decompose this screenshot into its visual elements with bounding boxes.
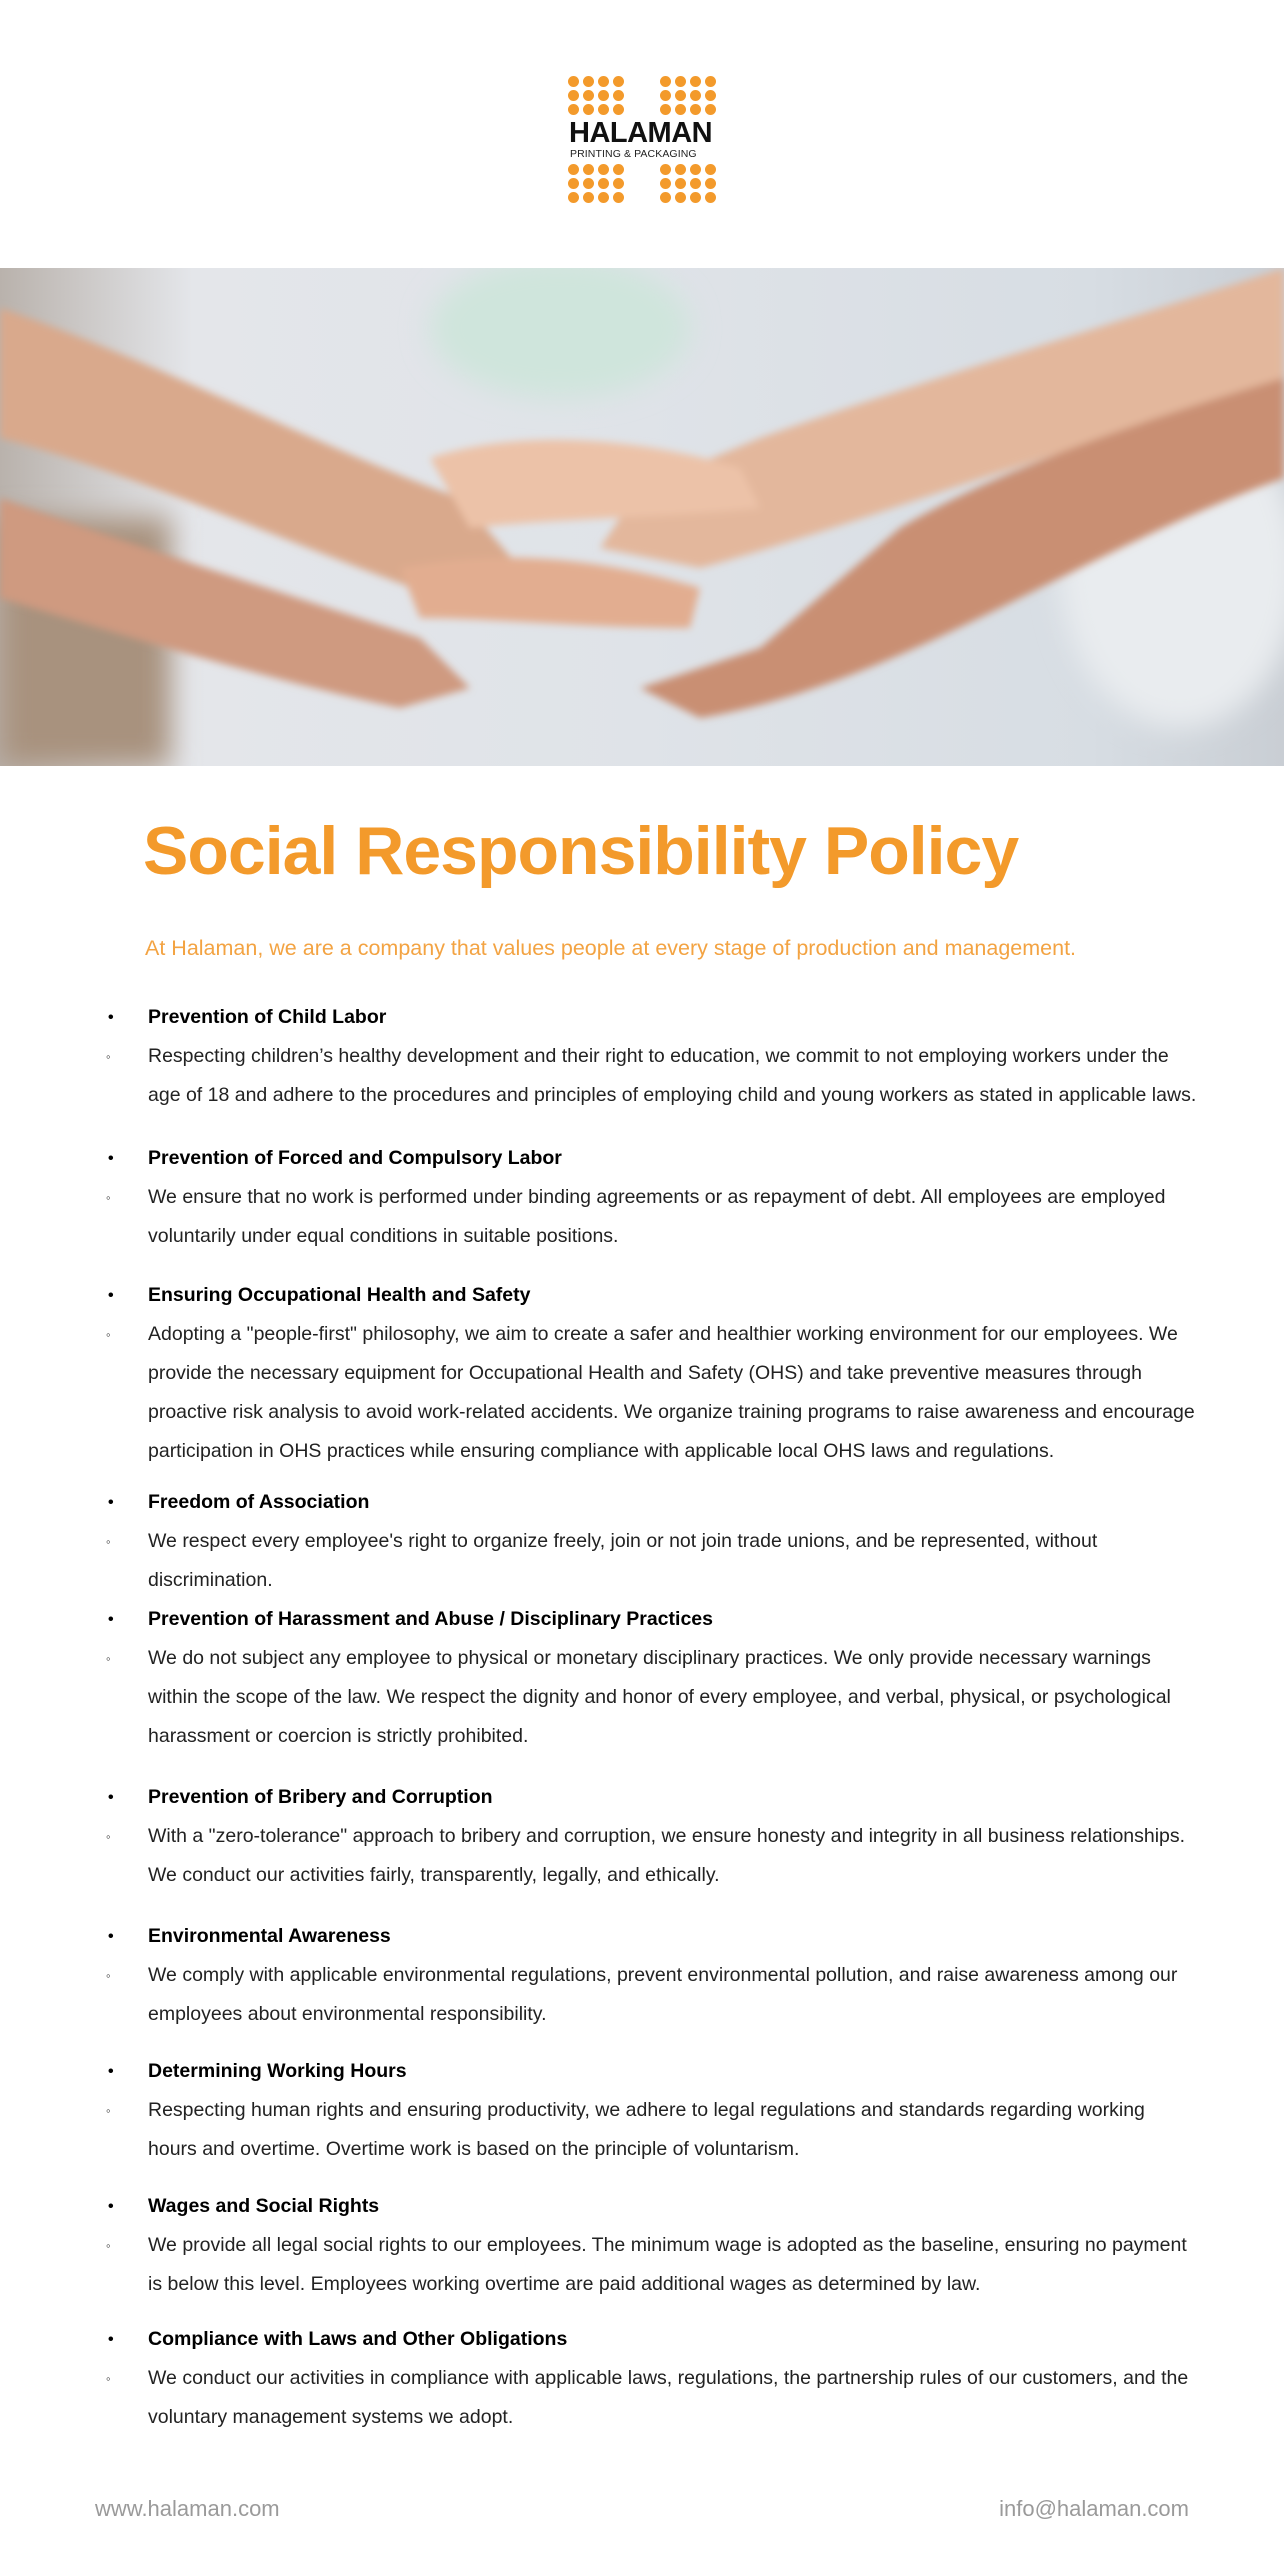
- sub-bullet-icon: ◦: [106, 1190, 111, 1205]
- bullet-icon: •: [108, 1789, 114, 1806]
- bullet-icon: •: [108, 1009, 114, 1026]
- logo-dot: [613, 192, 624, 203]
- section-body: With a "zero-tolerance" approach to bribery and corruption, we ensure honesty and integrity in all business relationships. We conduct our activities fairly, transparently, legally, and ethically.: [148, 1825, 1186, 1886]
- logo-dots: [660, 76, 717, 115]
- sub-bullet-icon: ◦: [106, 1968, 111, 1983]
- bullet-icon: •: [108, 1928, 114, 1945]
- logo-dot: [660, 164, 671, 175]
- logo-dot: [705, 178, 716, 189]
- bullet-icon: •: [108, 1287, 114, 1304]
- logo-dot: [598, 90, 609, 101]
- policy-section: [0, 2187, 1284, 2304]
- sub-bullet-icon: ◦: [106, 2371, 111, 2386]
- section-body: Adopting a "people-first" philosophy, we aim to create a safer and healthier working environment for our employees. We provide the necessary equipment for Occupational Health and Safety (OHS) and take preventive measures through proactive risk analysis to avoid work-related accidents. We organize training programs to raise awareness and encourage participation in OHS practices while ensuring compliance with applicable local OHS laws and regulations.: [148, 1323, 1195, 1462]
- section-body: We conduct our activities in compliance with applicable laws, regulations, the partnership rules of our customers, and the voluntary management systems we adopt.: [148, 2367, 1189, 2428]
- sub-bullet-icon: ◦: [106, 2238, 111, 2253]
- section-heading: Determining Working Hours: [148, 2060, 407, 2082]
- logo-dot: [660, 192, 671, 203]
- halaman-logo: [568, 76, 718, 208]
- policy-section: [0, 1483, 1284, 1600]
- logo-dot: [613, 104, 624, 115]
- logo-name: HALAMAN: [569, 117, 713, 149]
- section-heading: Prevention of Forced and Compulsory Labor: [148, 1147, 562, 1169]
- logo-dot: [705, 76, 716, 87]
- logo-dot: [583, 90, 594, 101]
- logo-dot: [568, 192, 579, 203]
- policy-section: [0, 998, 1284, 1115]
- bullet-icon: •: [108, 2198, 114, 2215]
- logo-dot: [705, 164, 716, 175]
- footer-website[interactable]: www.halaman.com: [95, 2496, 280, 2521]
- bullet-icon: •: [108, 2063, 114, 2080]
- logo-dot: [583, 164, 594, 175]
- section-body: Respecting human rights and ensuring productivity, we adhere to legal regulations and standards regarding working hours and overtime. Overtime work is based on the principle of voluntarism.: [148, 2099, 1145, 2160]
- logo-dot: [705, 90, 716, 101]
- logo-dot: [660, 90, 671, 101]
- section-body: We do not subject any employee to physical or monetary disciplinary practices. We only provide necessary warnings within the scope of the law. We respect the dignity and honor of every employee, and verbal, physical, or psychological harassment or coercion is strictly prohibited.: [148, 1647, 1171, 1747]
- section-heading: Ensuring Occupational Health and Safety: [148, 1284, 531, 1306]
- logo-dot: [690, 178, 701, 189]
- logo-dot: [583, 192, 594, 203]
- hero-image-stacked-hands: [0, 268, 1284, 766]
- logo-dot: [583, 104, 594, 115]
- logo-dot: [598, 164, 609, 175]
- logo-dot: [613, 76, 624, 87]
- logo-dot: [675, 164, 686, 175]
- logo-dot: [675, 178, 686, 189]
- bullet-icon: •: [108, 1494, 114, 1511]
- logo-dot: [690, 76, 701, 87]
- logo-dots: [568, 164, 625, 203]
- policy-section: [0, 1778, 1284, 1895]
- logo-dot: [613, 178, 624, 189]
- logo-dot: [690, 90, 701, 101]
- section-body: We ensure that no work is performed under binding agreements or as repayment of debt. All employees are employed voluntarily under equal conditions in suitable positions.: [148, 1186, 1166, 1247]
- logo-dot: [613, 164, 624, 175]
- bullet-icon: •: [108, 2331, 114, 2348]
- logo-dot: [598, 192, 609, 203]
- logo-dot: [675, 192, 686, 203]
- section-body: We provide all legal social rights to our employees. The minimum wage is adopted as the baseline, ensuring no payment is below this level. Employees working overtime are paid additional wages as determined by law.: [148, 2234, 1187, 2295]
- section-heading: Wages and Social Rights: [148, 2195, 380, 2217]
- policy-section: [0, 1917, 1284, 2034]
- logo-dots: [660, 164, 717, 203]
- section-heading: Prevention of Child Labor: [148, 1006, 387, 1028]
- sub-bullet-icon: ◦: [106, 1651, 111, 1666]
- sub-bullet-icon: ◦: [106, 1327, 111, 1342]
- footer-email[interactable]: info@halaman.com: [999, 2496, 1189, 2521]
- sub-bullet-icon: ◦: [106, 1829, 111, 1844]
- logo-dot: [598, 178, 609, 189]
- logo-dot: [568, 76, 579, 87]
- bullet-icon: •: [108, 1611, 114, 1628]
- policy-section: [0, 1600, 1284, 1756]
- section-heading: Freedom of Association: [148, 1491, 370, 1513]
- logo-dot: [568, 104, 579, 115]
- logo-dot: [675, 90, 686, 101]
- logo-dot: [690, 192, 701, 203]
- page-title: Social Responsibility Policy: [143, 813, 1019, 889]
- logo-dot: [613, 90, 624, 101]
- section-heading: Prevention of Bribery and Corruption: [148, 1786, 493, 1808]
- sub-bullet-icon: ◦: [106, 2103, 111, 2118]
- bullet-icon: •: [108, 1150, 114, 1167]
- logo-dot: [568, 90, 579, 101]
- section-heading: Environmental Awareness: [148, 1925, 391, 1947]
- section-heading: Compliance with Laws and Other Obligations: [148, 2328, 568, 2350]
- logo-dot: [690, 164, 701, 175]
- logo-dot: [568, 178, 579, 189]
- logo-dot: [598, 104, 609, 115]
- logo-dot: [660, 76, 671, 87]
- policy-section: [0, 2052, 1284, 2169]
- logo-dot: [583, 178, 594, 189]
- sub-bullet-icon: ◦: [106, 1534, 111, 1549]
- logo-dot: [568, 164, 579, 175]
- section-body: We respect every employee's right to organize freely, join or not join trade unions, and be represented, without discrimination.: [148, 1530, 1098, 1591]
- logo-tagline: PRINTING & PACKAGING: [570, 148, 697, 160]
- logo-dot: [660, 178, 671, 189]
- logo-dot: [690, 104, 701, 115]
- section-body: We comply with applicable environmental regulations, prevent environmental pollution, and raise awareness among our employees about environmental responsibility.: [148, 1964, 1178, 2025]
- policy-section: [0, 1276, 1284, 1471]
- intro-text: At Halaman, we are a company that values people at every stage of production and management.: [145, 936, 1077, 960]
- policy-section: [0, 1139, 1284, 1256]
- logo-dot: [675, 76, 686, 87]
- policy-list: [0, 998, 1284, 2437]
- logo-dot: [660, 104, 671, 115]
- policy-section: [0, 2320, 1284, 2437]
- section-body: Respecting children’s healthy development and their right to education, we commit to not employing workers under the age of 18 and adhere to the procedures and principles of employing child and young workers as stated in applicable laws.: [148, 1045, 1197, 1106]
- logo-dot: [675, 104, 686, 115]
- sub-bullet-icon: ◦: [106, 1049, 111, 1064]
- logo-dot: [598, 76, 609, 87]
- logo-dot: [705, 192, 716, 203]
- section-heading: Prevention of Harassment and Abuse / Disciplinary Practices: [148, 1608, 713, 1630]
- logo-dot: [583, 76, 594, 87]
- logo-dots: [568, 76, 625, 115]
- logo-dot: [705, 104, 716, 115]
